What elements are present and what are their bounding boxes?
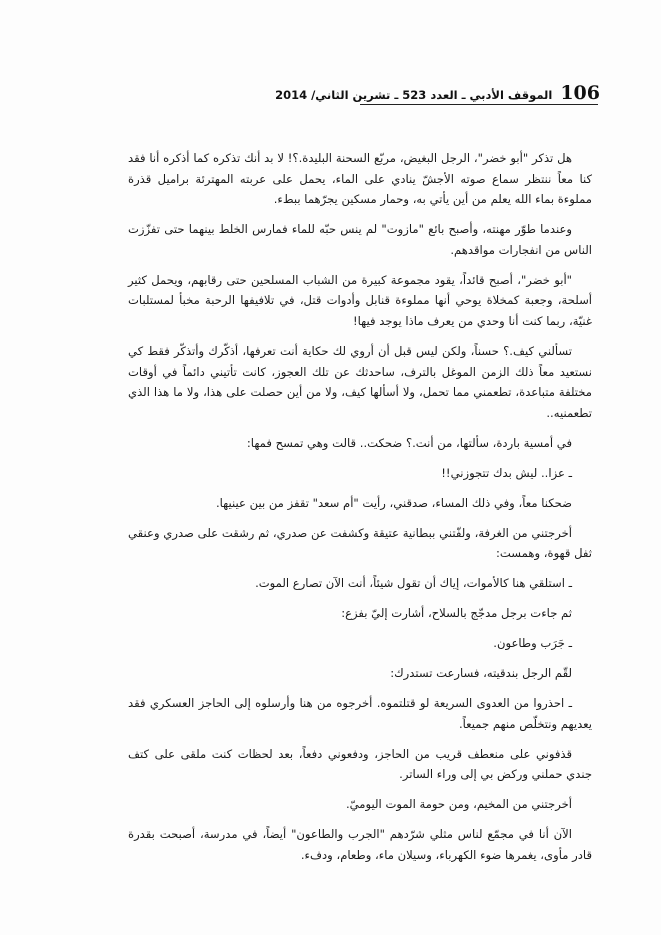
paragraph: أخرجتني من الغرفة، ولفّتني ببطانية عتيقة وكشفت عن صدري، ثم رشقت على صدري وعنقي ثفل قهوة، وهمست:: [128, 525, 592, 561]
paragraph: الآن أنا في مجمّع لناس مثلي شرّدهم "الجرب والطاعون" أيضاً، في مدرسة، أصبحت بقدرة قادر مأوى، يغمرها ضوء الكهرباء، وسيلان ماء، وطعام، ودفء.: [128, 827, 592, 862]
dialogue-line: ـ استلقي هنا كالأموات، إياك أن تقول شيئاً، أنت الآن تصارع الموت.: [255, 576, 572, 591]
dialogue-line: ـ جَرَب وطاعون.: [493, 636, 572, 651]
paragraph: لقّم الرجل بندقيته، فسارعت تستدرك:: [390, 666, 572, 681]
dialogue-line: ـ احذروا من العدوى السريعة لو قتلتموه. أخرجوه من هنا وأرسلوه إلى الحاجز العسكري فقد يعديهم ونتخلّص منهم جميعاً.: [128, 696, 592, 731]
running-head: الموقف الأدبي ـ العدد 523 ـ تشرين الثاني/ 2014: [275, 88, 553, 102]
paragraph: ثم جاءت برجل مدجّج بالسلاح، أشارت إليّ بفزع:: [341, 606, 572, 621]
dialogue-line: ـ عزا.. ليش بدك تتجوزني!!: [441, 465, 572, 480]
page-number: 106: [560, 82, 600, 104]
paragraph: تسألني كيف.؟ حسناً، ولكن ليس قبل أن أروي لك حكاية أنت تعرفها، أذكّرك وأتذكّر فقط كي نستعيد معاً ذلك الزمن الموغل بالترف، ساحدثك عن تلك العجوز، كانت تأتيني دائماً في أوقات مختلفة متباعدة، تطعمني مما تحمل، ولا أسألها كيف، ولا من أين حصلت على هذا، ولا ما هذا الذي تطعمنيه..: [128, 343, 592, 420]
paragraph: هل تذكر "أبو خضر"، الرجل البغيض، مربّع السحنة البليدة.؟! لا بد أنك تذكره كما أذكره أنا فقد كنا معاً ننتظر سماع صوته الأجشّ ينادي على الماء، يحمل على عربته المهترئة براميل قذرة مملوءة بماء الله يعلم من أين يأتي به، وحمار مسكين يجرّهما ببطء.: [128, 151, 592, 207]
paragraph: ضحكنا معاً، وفي ذلك المساء، صدقني، رأيت "أم سعد" تقفز من بين عينيها.: [215, 495, 572, 510]
paragraph: "أبو خضر"، أصبح قائداً، يقود مجموعة كبيرة من الشباب المسلحين حتى رقابهم، ويحمل كثير أسلحة، وجعبة كمخلاة يوحي أنها مملوءة قنابل وأدوات قتل، في تلافيفها الرحبة مخبأ لمستلبات غنيّة، ربما كنت أنا وحدي من يعرف ماذا يوجد فيها!: [128, 272, 592, 328]
paragraph: وعندما طوّر مهنته، وأصبح بائع "مازوت" لم ينس حبّه للماء فمارس الخلط بينهما حتى تفزّزت الناس من انفجارات مواقدهم.: [128, 222, 592, 257]
article-body: [128, 148, 592, 875]
page-header: [275, 76, 600, 104]
paragraph: أخرجتني من المخيم، ومن حومة الموت اليوميّ.: [345, 797, 572, 812]
paragraph: قذفوني على منعطف قريب من الحاجز، ودفعوني دفعاً، بعد لحظات كنت ملقى على كتف جندي حملني وركض بي إلى وراء الساتر.: [128, 746, 592, 782]
header-rule: [360, 104, 598, 105]
paragraph: في أمسية باردة، سألتها، من أنت.؟ ضحكت.. قالت وهي تمسح فمها:: [246, 435, 572, 450]
